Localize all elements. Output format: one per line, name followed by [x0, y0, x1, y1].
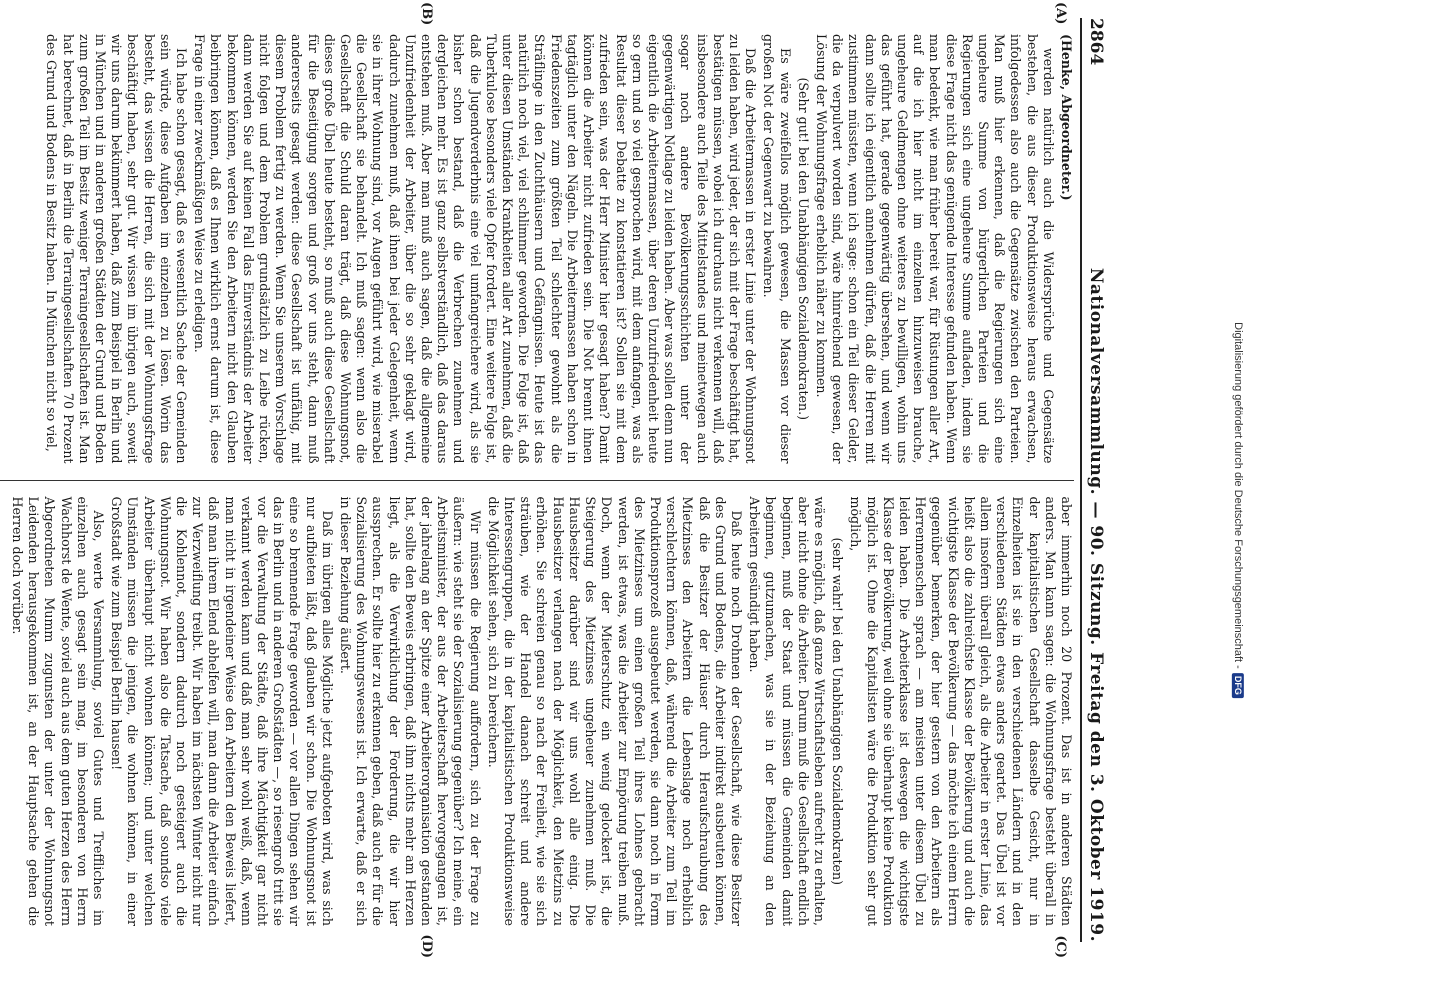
right-column — [0, 481, 1074, 943]
paragraph: Wir müssen die Regierung auffordern, sich zu der Frage zu äußern: wie steht sie der Sozialisierung gegenüber? Ich meine, ein Arbeitsminister, der aus der Arbeiterschaft hervorgegangen ist, der jahrelang an der Spitze einer Arbeiterorganisation gestanden hat, sollte den Beweis erbringen, daß ihm nichts mehr am Herzen liegt, als die Verwirklichung der Forderung, die wir hier aussprechen. Er sollte hier zu erkennen geben, daß auch er für die Sozialisierung des Wohnungswesens ist. Ich erwarte, daß er sich in dieser Beziehung äußert. — [338, 496, 483, 926]
speaker-label: (Henke, Abgeordneter.) — [1059, 34, 1074, 201]
interjection: (Sehr gut! bei den Unabhängigen Sozialdemokraten.) — [795, 77, 811, 420]
page-title: Nationalversammlung. — 90. Sitzung. Freitag den 3. Oktober 1919. — [1086, 267, 1106, 942]
paragraph: Also, werte Versammlung, soviel Gutes und Treffliches im einzelnen auch gesagt sein mag, im besonderen von Herrn Wachhorst de Wente, soviel auch aus dem guten Herzen des Herrn Abgeordneten Mumm zugunsten der unter der Wohnungsnot Leidenden herausgekommen ist, an der Hauptsache gehen die Herren doch vorüber. — [10, 496, 107, 926]
text-columns — [0, 2, 1074, 958]
paragraph: Es wäre zweifellos möglich gewesen, die Massen vor dieser großen Not der Gegenwart zu bewahren. — [761, 34, 793, 464]
paragraph: Daß im übrigen alles Mögliche jetzt aufgeboten wird, was sich nur aufbieten läßt, daß glauben wir schon. Die Wohnungsnot ist eine so brennende Frage geworden — vor allen Dingen sehen wir das in Berlin und in anderen Großstädten —, so riesengroß tritt sie vor die Verwaltung der Städte, daß ihre Mächtigkeit gar nicht verkannt werden kann und daß man sehr wohl weiß, daß, wenn man nicht in irgendeiner Weise den Arbeitern den Beweis liefert, daß man ihrem Elend abhelfen will, man dann die Arbeiter einfach zur Verzweiflung treibt. Wir haben im nächsten Winter nicht nur die Kohlennot, sondern dadurch noch gesteigert auch die Wohnungsnot. Wir haben also die Tatsache, daß soundso viele Arbeiter überhaupt nicht wohnen können; und unter welchen Umständen müssen die jenigen, die wohnen können, in einer Großstadt wie zum Beispiel Berlin hausen! — [109, 496, 335, 926]
left-column — [0, 18, 1074, 480]
paragraph: Daß heute noch Drohnen der Gesellschaft, wie diese Besitzer des Grund und Bodens, die Arbeiter indirekt ausbeuten können, daß die Besitzer der Häuser durch Heraufschraubung des Mietzinses den Arbeitern die Lebenslage noch erheblich verschlechtern können, daß, während die Arbeiter zum Teil im Produktionsprozeß ausgebeutet werden, sie dann noch in Form des Mietzinses um einen großen Teil ihres Lohnes gebracht werden, ist etwas, was die Arbeiter zur Empörung treiben muß. Doch, wenn der Mieterschutz ein wenig gelockert ist, die Steigerung des Mietzinses ungeheuer zunehmen muß. Die Hausbesitzer darüber sind wir uns wohl alle einig. Die Hausbesitzer verlangen nach der Möglichkeit, den Mietzins zu erhöhen. Sie schreien genau so nach der Freiheit, wie sie sich sträuben, wie der Handel danach schreit und andere Interessengruppen, die in der kapitalistischen Produktionsweise die Möglichkeit sehen, sich zu bereichern. — [485, 496, 744, 926]
paragraph: werden natürlich auch die Widersprüche und Gegensätze bestehen, die aus dieser Produktionsweise heraus erwachsen, infolgedessen also auch die Gegensätze zwischen den Parteien. Man muß hier erkennen, daß die Regierungen sich eine ungeheure Summe von bürgerlichen Parteien und die Regierungen sich eine ungeheure Summe aufladen, indem sie diese Frage nicht das genügende Interesse gefunden haben. Wenn man bedenkt, wie man früher bereit war, für Rüstungen aller Art, auf die ich hier nicht im einzelnen hinzuweisen brauche, ungeheure Geldmengen ohne weiteres zu bewilligen, wohin uns das geführt hat, gerade gegenwärtig übersehen, und wenn wir dann sollte ich eigentlich annehmen dürfen, daß die Herren mit zustimmen müssten, wenn ich sage: schon ein Teil dieser Gelder, die da verpulvert worden sind, wäre hinreichend gewesen, der Lösung der Wohnungsfrage erheblich näher zu kommen. — [813, 34, 1056, 464]
margin-marker-d: (D) — [419, 934, 434, 958]
digitization-note — [1232, 30, 1426, 990]
dfg-logo-icon: DFG — [1232, 673, 1244, 698]
interjection: (sehr wahr! bei den Unabhängigen Sozialdemokraten) — [830, 537, 846, 885]
margin-marker-b: (B) — [419, 2, 434, 26]
paragraph: aber immerhin noch 20 Prozent. Das ist in anderen Städten anders. Man kann sagen: die Wohnungsfrage besteht überall in der kapitalistischen Gesellschaft dasselbe Gesicht, nur in Einzelheiten ist sie in den verschiedenen Ländern und in den verschiedenen Städten etwas anders geartet. Das Übel ist vor allem insofern überall gleich, als die Arbeiter in erster Linie, das heißt also die zahlreichste Klasse der Bevölkerung und auch die wichtigste Klasse der Bevölkerung — das möchte ich einem Herrn gegenüber bemerken, der hier gestern von den Arbeitern als Herrenmenschen sprach — am meisten unter diesem Übel zu leiden haben. Die Arbeiterklasse ist deswegen die wichtigste Klasse der Bevölkerung, weil ohne sie überhaupt keine Produktion möglich ist. Ohne die Kapitalisten wäre die Produktion sehr gut möglich, — [848, 496, 1074, 926]
page-number: 2864 — [1086, 18, 1106, 66]
page-header — [1080, 18, 1106, 942]
paragraph: Daß die Arbeitermassen in erster Linie unter der Wohnungsnot zu leiden haben, wird jeder, der sich mit der Frage beschäftigt hat, bestätigen müssen, wobei ich durchaus nicht verkennen will, daß insbesondere auch Teile des Mittelstandes und meinetwegen auch sogar noch andere Bevölkerungsschichten unter der gegenwärtigen Notlage zu leiden haben. Aber was sollen denn nun eigentlich die Arbeitermassen, über deren Unzufriedenheit heute so gern und so viel gesprochen wird, mit dem anfangen, was als Resultat dieser Debatte zu konstatieren ist? Sollen sie mit dem zufrieden sein, was der Herr Minister hier gesagt haben? Damit können die Arbeiter nicht zufrieden sein. Die Not brennt ihnen tagtäglich unter den Nägeln. Die Arbeitermassen haben schon in Friedenszeiten zum größten Teil schlechter gewohnt als die Sträflinge in den Zuchthäusern und Gefängnissen. Heute ist das natürlich noch viel, viel schlimmer geworden. Die Folge ist, daß unter diesen Umständen Krankheiten aller Art zunehmen, daß die Tuberkulose besonders viele Opfer fordert. Eine weitere Folge ist, daß die Jugendverderbnis eine viel umfangreichere wird, als sie bisher schon bestand, daß die Verbrechen zunehmen und dergleichen mehr. Es ist ganz selbstverständlich, daß das daraus entstehen muß. Aber man muß auch sagen, daß die allgemeine Unzufriedenheit der Arbeiter, über die so sehr geklagt wird, dadurch zunehmen muß, daß ihnen bei jeder Gelegenheit, wenn sie in ihrer Wohnung sind, vor Augen geführt wird, wie miserabel die Gesellschaft sie behandelt. Ich muß sagen: wenn also die Gesellschaft die Schuld daran trägt, daß diese Wohnungsnot, dieses große Übel heute besteht, so muß auch diese Gesellschaft für die Beseitigung sorgen und groß vor uns steht, dann muß andererseits gesagt werden: diese Gesellschaft ist unfähig, mit diesem Problem fertig zu werden. Wenn Sie unserem Vorschlage nicht folgen und dem Problem grundsätzlich zu Leibe rücken, dann werden Sie auf keinen Fall das Einverständnis der Arbeiter bekommen können, werden Sie den Arbeitern nicht den Glauben beibringen können, daß es Ihnen wirklich ernst darum ist, diese Frage in einer zweckmäßigen Weise zu erledigen. — [192, 34, 759, 464]
paragraph: wäre es möglich, daß ganze Wirtschaftsleben aufrecht zu erhalten, aber nicht ohne die Arbeiter. Darum muß die Gesellschaft endlich beginnen, muß der Staat und müssen die Gemeinden damit beginnen, gutzumachen, was sie in der Beziehung an den Arbeitern gesündigt haben. — [747, 496, 827, 926]
digitization-text: Digitalisierung gefördert durch die Deutsche Forschungsgemeinschaft - — [1232, 322, 1245, 669]
paragraph: Ich habe schon gesagt, daß es wesentlich Sache der Gemeinden sein würde, diese Aufgaben im einzelnen zu lösen. Worin das besteht, das wissen die Herren, die sich mit der Wohnungsfrage beschäftigt haben, sehr gut. Wir wissen im übrigen auch, soweit wir uns darum bekümmert haben, daß zum Beispiel in Berlin und in München und in anderen großen Städten der Grund und Boden zum großen Teil im Besitz weniger Terraingesellschaften ist. Man hat berechnet, daß in Berlin die Terraingesellschaften 70 Prozent des Grund und Bodens in Besitz haben. In München nicht so viel, — [44, 34, 190, 464]
margin-marker-a: (A) — [1053, 2, 1068, 25]
margin-marker-c: (C) — [1053, 935, 1068, 958]
